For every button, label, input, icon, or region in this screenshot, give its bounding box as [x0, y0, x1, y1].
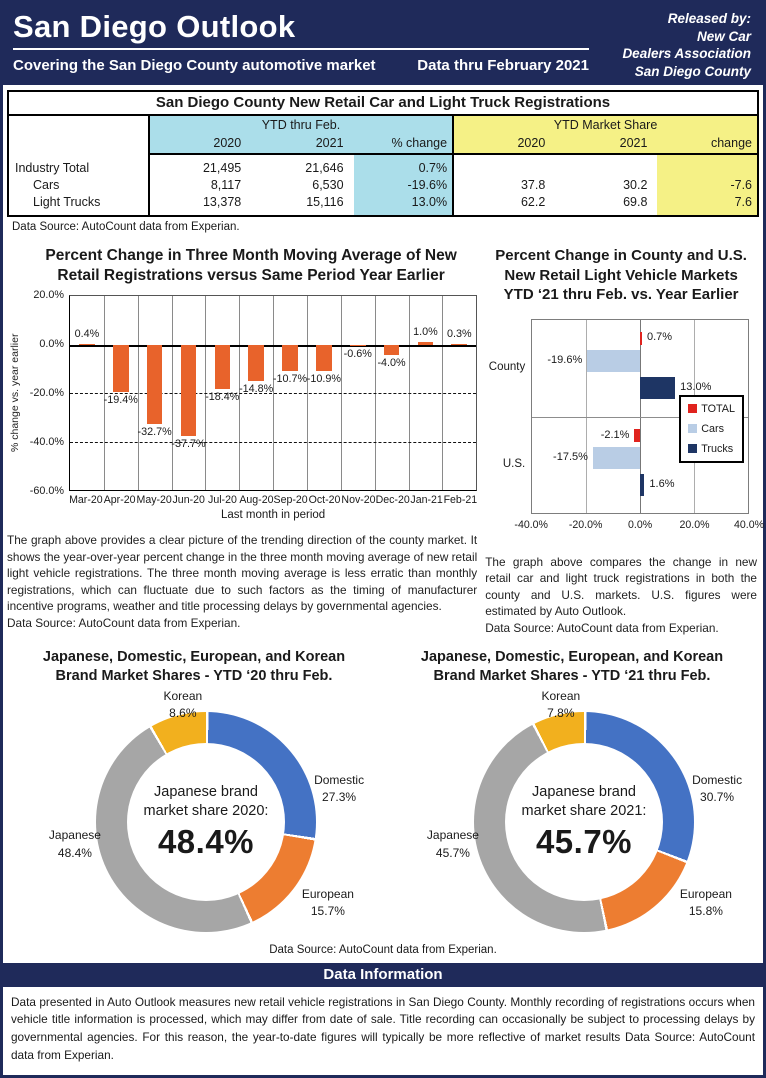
county-us-note: The graph above compares the change in new retail car and light truck registrations in both the county and U.S. markets. U.S. figures were estimated by Auto Outlook. — [485, 554, 757, 619]
cell-ytd-2020: 21,495 — [149, 159, 251, 176]
bar-Jan-21 — [418, 342, 434, 344]
bar-value-label: -10.7% — [272, 372, 308, 385]
cell-share-2021: 30.2 — [623, 177, 648, 192]
legend — [679, 395, 744, 463]
slice-name: European — [679, 886, 732, 901]
x-tick-label: Nov-20 — [341, 494, 376, 507]
registrations-table-title: San Diego County New Retail Car and Light Truck Registrations — [9, 92, 757, 116]
released-by-line: Dealers Association — [622, 46, 751, 62]
slice-label-japanese — [49, 827, 101, 862]
zero-line — [70, 345, 476, 347]
col-header-share-2021: 2021 — [555, 134, 657, 154]
registrations-table-section — [7, 90, 759, 217]
slice-value: 15.8% — [688, 904, 723, 919]
y-tick-label: -40.0% — [29, 436, 64, 449]
cell-pct-change: 0.7% — [354, 159, 454, 176]
slice-value: 27.3% — [322, 789, 357, 804]
bar-Apr-20 — [113, 345, 129, 392]
registrations-table — [9, 116, 757, 215]
legend-swatch — [688, 404, 697, 413]
x-tick-label: Oct-20 — [308, 494, 341, 507]
slice-value: 7.8% — [547, 706, 575, 721]
bar-Mar-20 — [79, 344, 95, 345]
slice-label-domestic — [314, 772, 364, 807]
donut-ring — [474, 712, 694, 932]
plot-area — [69, 295, 477, 491]
released-by — [622, 10, 751, 80]
bar-County-Cars — [587, 350, 640, 372]
cell-share-2021 — [555, 159, 657, 176]
donut-center — [505, 743, 663, 901]
moving-average-note: The graph above provides a clear picture of the trending direction of the county market. It shows the year-over-year percent change in the three month moving average of new retail light vehicle registrations. The three month moving average is less erratic than monthly registrations, which can fluctuate due to such factors as the timing of manufacturer incentive programs, weather and title processing delays by governmental agencies. — [7, 533, 478, 614]
slice-value: 48.4% — [57, 845, 92, 860]
slice-label-european — [302, 886, 354, 921]
cell-share-2020: 62.2 — [453, 193, 555, 210]
bar-U.S.-Trucks — [640, 474, 644, 496]
cell-ytd-2021: 6,530 — [312, 177, 344, 192]
moving-average-note-source: Data Source: AutoCount data from Experian. — [7, 615, 241, 630]
released-by-line: San Diego County — [634, 63, 751, 79]
y-axis — [23, 289, 69, 498]
legend-swatch — [688, 424, 697, 433]
donut-ring — [96, 712, 316, 932]
donut-center-value: 45.7% — [535, 822, 633, 860]
masthead — [3, 3, 763, 85]
bar-value-label: -37.7% — [171, 438, 206, 451]
bar-U.S.-TOTAL — [634, 429, 640, 442]
masthead-subtitle: Covering the San Diego County automotive market — [13, 57, 376, 74]
released-by-line: New Car — [696, 28, 751, 44]
bar-value-label: -19.4% — [103, 393, 138, 406]
slice-name: European — [301, 886, 354, 901]
x-tick-label: Apr-20 — [103, 494, 136, 507]
row-label: Cars — [33, 177, 60, 192]
bar-value-label: 13.0% — [680, 380, 712, 393]
slice-value: 30.7% — [700, 789, 735, 804]
y-tick-label: -60.0% — [29, 485, 64, 498]
slice-name: Japanese — [48, 828, 101, 843]
bar-value-label: -19.6% — [547, 353, 583, 366]
slice-value: 8.6% — [169, 706, 197, 721]
cell-share-2020 — [453, 159, 555, 176]
x-tick-label: Jun-20 — [172, 494, 205, 507]
legend-label: Cars — [701, 422, 724, 435]
x-axis — [514, 518, 765, 533]
x-tick-label: Jul-20 — [208, 494, 237, 507]
bar-Dec-20 — [384, 345, 400, 355]
y-tick-label: 20.0% — [33, 289, 64, 302]
slice-label-european — [680, 886, 732, 921]
x-axis-title: Last month in period — [221, 509, 326, 522]
bar-value-label: 1.0% — [413, 326, 438, 339]
legend-label: Trucks — [701, 442, 734, 455]
y-axis-title: % change vs. year earlier — [9, 334, 21, 453]
bar-Jun-20 — [181, 345, 197, 436]
x-tick-label: Dec-20 — [375, 494, 410, 507]
county-us-chart-panel — [477, 244, 765, 636]
slice-label-domestic — [692, 772, 742, 807]
released-by-line: Released by: — [667, 11, 751, 26]
slice-label-korean — [541, 688, 580, 723]
cell-share-change — [657, 159, 757, 176]
blank-header-cell — [9, 134, 149, 154]
bar-value-label: 0.7% — [646, 331, 673, 343]
brand-share-2021-panel — [383, 644, 761, 942]
bar-County-TOTAL — [640, 332, 642, 345]
bar-value-label: 1.6% — [649, 478, 675, 490]
cell-ytd-2020: 13,378 — [149, 193, 251, 210]
y-tick-label: 0.0% — [39, 338, 64, 351]
bar-value-label: -14.8% — [239, 382, 274, 395]
legend-swatch — [688, 444, 697, 453]
bar-Aug-20 — [248, 345, 264, 381]
bar-value-label: 0.4% — [74, 327, 100, 340]
slice-name: Japanese — [426, 828, 479, 843]
x-tick-label: Aug-20 — [239, 494, 274, 507]
county-us-chart-title: Percent Change in County and U.S. New Retail Light Vehicle Markets YTD ‘21 thru Feb. vs. Year Earlier — [495, 247, 747, 303]
slice-name: Domestic — [314, 772, 365, 787]
cell-share-2021: 69.8 — [623, 194, 648, 209]
col-header-ytd-2020: 2020 — [149, 134, 251, 154]
masthead-rule — [13, 48, 589, 50]
row-label: Light Trucks — [33, 194, 101, 209]
x-tick-label: May-20 — [136, 494, 172, 507]
blank-header-cell — [9, 116, 149, 134]
category-label-County: County — [488, 360, 526, 373]
footer-note: Data presented in Auto Outlook measures new retail vehicle registrations in San Diego County. Monthly recording of registrations occurs when vehicle title information is processed, which may differ from date of sale. Title recording can occasionally be subject to processing delays by governmental agencies. For this reason, the year-to-date figures will typically be more reflective of market results Data Source: AutoCount data from Experian. — [11, 994, 755, 1062]
cell-ytd-2021: 21,646 — [305, 160, 344, 175]
donut-source: Data Source: AutoCount data from Experian. — [269, 943, 497, 956]
county-us-note-source: Data Source: AutoCount data from Experian. — [485, 620, 719, 635]
bar-Jul-20 — [215, 345, 231, 390]
bar-value-label: 0.3% — [446, 328, 472, 341]
x-tick-label: 0.0% — [628, 518, 653, 531]
charts-row — [3, 235, 763, 636]
col-header-share-2020: 2020 — [453, 134, 555, 154]
cell-share-change: 7.6 — [657, 193, 757, 210]
data-thru-label: Data thru February 2021 — [417, 57, 589, 74]
cell-share-2020: 37.8 — [453, 176, 555, 193]
gridline-dashed — [70, 442, 476, 443]
bar-value-label: -0.6% — [343, 348, 372, 361]
bar-May-20 — [147, 345, 163, 424]
bar-Oct-20 — [316, 345, 332, 371]
brand-share-2020-title: Japanese, Domestic, European, and Korean Brand Market Shares - YTD ‘20 thru Feb. — [42, 649, 346, 684]
slice-name: Korean — [541, 688, 581, 703]
bar-Nov-20 — [350, 345, 366, 346]
gridline-vertical — [586, 320, 587, 513]
bar-value-label: -2.1% — [600, 428, 630, 441]
x-tick-label: Feb-21 — [443, 494, 478, 507]
slice-value: 15.7% — [310, 904, 345, 919]
x-tick-label: -20.0% — [568, 518, 603, 531]
slice-name: Korean — [163, 688, 203, 703]
moving-average-chart-title: Percent Change in Three Month Moving Average of New Retail Registrations versus Same Period Year Earlier — [45, 247, 457, 284]
bar-U.S.-Cars — [593, 447, 640, 469]
x-axis — [69, 494, 477, 506]
cell-pct-change: 13.0% — [354, 193, 454, 210]
col-header-ytd-2021: 2021 — [251, 134, 353, 154]
bar-value-label: -32.7% — [137, 426, 172, 439]
county-us-chart — [485, 317, 765, 543]
brand-share-2020-donut — [8, 688, 380, 942]
donut-center-value: 48.4% — [157, 822, 255, 860]
group-header-market-share: YTD Market Share — [453, 116, 757, 134]
moving-average-chart — [9, 289, 478, 522]
x-tick-label: -40.0% — [514, 518, 548, 531]
table-spacer-row — [9, 210, 757, 215]
table-row-industry-total — [9, 159, 757, 176]
slice-name: Domestic — [692, 772, 743, 787]
x-tick-label: Sep-20 — [273, 494, 308, 507]
legend-item-trucks — [688, 443, 735, 455]
y-tick-label: -20.0% — [29, 387, 64, 400]
x-tick-label: Jan-21 — [410, 494, 443, 507]
bar-County-Trucks — [640, 377, 675, 399]
legend-label: TOTAL — [701, 402, 735, 415]
brand-share-2021-title: Japanese, Domestic, European, and Korean Brand Market Shares - YTD ‘21 thru Feb. — [420, 649, 724, 684]
col-header-pct-change: % change — [354, 134, 454, 154]
brand-share-2021-donut — [386, 688, 758, 942]
donut-center-label: Japanese brand market share 2021: — [521, 783, 647, 819]
bar-value-label: -17.5% — [553, 451, 588, 463]
bar-value-label: -10.9% — [306, 373, 341, 386]
group-header-ytd: YTD thru Feb. — [149, 116, 453, 134]
slice-label-korean — [163, 688, 202, 723]
page-title: San Diego Outlook — [13, 9, 296, 44]
moving-average-chart-panel — [7, 244, 477, 636]
row-label: Industry Total — [15, 160, 90, 175]
donut-center-label: Japanese brand market share 2020: — [143, 783, 269, 819]
table-row-cars — [9, 176, 757, 193]
cell-pct-change: -19.6% — [354, 176, 454, 193]
legend-item-total — [688, 403, 735, 415]
bar-value-label: -18.4% — [205, 391, 240, 404]
legend-item-cars — [688, 423, 735, 435]
x-tick-label: 20.0% — [679, 518, 710, 531]
cell-ytd-2021: 15,116 — [306, 194, 344, 209]
col-header-share-change: change — [657, 134, 757, 154]
slice-value: 45.7% — [435, 845, 470, 860]
slice-label-japanese — [427, 827, 479, 862]
table-source: Data Source: AutoCount data from Experian. — [12, 221, 240, 233]
data-information-bar: Data Information — [3, 963, 763, 987]
category-label-US: U.S. — [502, 458, 526, 470]
bar-Feb-21 — [451, 344, 467, 345]
bar-Sep-20 — [282, 345, 298, 371]
x-tick-label: Mar-20 — [69, 494, 103, 507]
cell-ytd-2020: 8,117 — [149, 176, 251, 193]
cell-share-change: -7.6 — [657, 176, 757, 193]
donuts-row — [3, 636, 763, 942]
x-tick-label: 40.0% — [733, 518, 765, 531]
donut-center — [127, 743, 285, 901]
bar-value-label: -4.0% — [377, 356, 406, 369]
brand-share-2020-panel — [5, 644, 383, 942]
table-row-light-trucks — [9, 193, 757, 210]
